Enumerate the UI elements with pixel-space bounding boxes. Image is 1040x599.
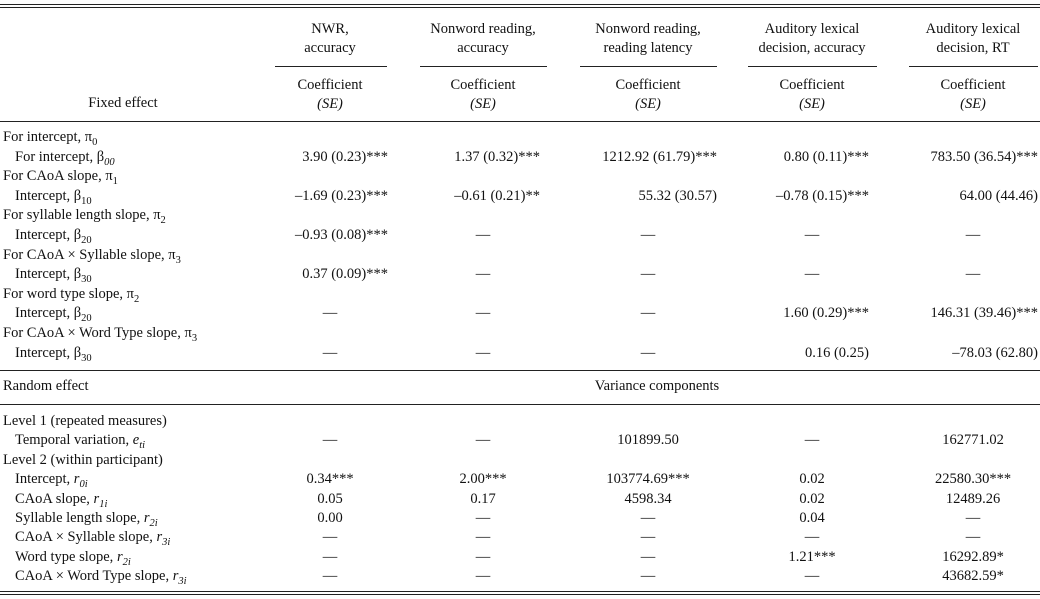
random-cell-col-3: 101899.50 — [617, 432, 679, 449]
random-row-label — [3, 413, 167, 430]
fixed-row-label — [15, 305, 92, 327]
fixed-label-subscript: 3 — [191, 332, 198, 344]
random-label-subscript: 2i — [122, 556, 131, 568]
fixed-label-text: Intercept, β — [15, 227, 82, 243]
random-label-term: r — [93, 490, 100, 507]
col-3-line1: Nonword reading, — [595, 21, 701, 37]
fixed-cell-col-1: — — [322, 344, 338, 361]
col-3-underline — [580, 66, 717, 67]
fixed-row-label — [15, 227, 92, 249]
fixed-cell-col-3: 1212.92 (61.79)*** — [602, 148, 717, 165]
top-rule — [0, 4, 1040, 5]
random-cell-col-5: — — [965, 529, 981, 546]
fixed-row-label — [3, 325, 197, 347]
header-rule — [0, 121, 1040, 122]
fixed-cell-col-3: — — [640, 344, 656, 361]
random-cell-col-2: — — [475, 432, 491, 449]
random-label-text: CAoA × Syllable slope, — [15, 529, 157, 546]
col-2-underline — [420, 66, 547, 67]
random-label-term: r — [116, 548, 123, 565]
col-3-se: (SE) — [635, 96, 661, 112]
fixed-cell-col-1: –1.69 (0.23)*** — [294, 187, 388, 204]
random-cell-col-1: 0.34*** — [306, 471, 354, 488]
fixed-label-text: For CAoA × Syllable slope, π — [3, 246, 176, 263]
random-cell-col-3: — — [640, 568, 656, 585]
random-label-term: r — [73, 471, 80, 488]
col-2-line1: Nonword reading, — [430, 21, 536, 37]
fixed-label-subscript: 3 — [175, 254, 181, 266]
fixed-label-subscript: 30 — [81, 352, 92, 364]
fixed-cell-col-3: — — [640, 305, 656, 322]
random-cell-col-5: 43682.59* — [942, 568, 1004, 585]
random-cell-col-2: — — [475, 568, 491, 585]
random-cell-col-4: — — [804, 568, 820, 585]
bottom-rule-2 — [0, 594, 1040, 595]
col-1-line1: NWR, — [311, 21, 349, 37]
fixed-cell-col-4: 1.60 (0.29)*** — [783, 305, 869, 322]
random-label-term: r — [143, 510, 150, 526]
random-label-subscript: 2i — [149, 517, 158, 529]
col-3-coef: Coefficient — [615, 77, 681, 93]
random-label-term: r — [156, 529, 163, 546]
fixed-cell-col-2: 1.37 (0.32)*** — [454, 148, 540, 165]
fixed-cell-col-1: –0.93 (0.08)*** — [294, 227, 388, 243]
fixed-label-text: For intercept, π — [3, 129, 93, 145]
random-cell-col-4: — — [804, 432, 820, 449]
col-2-line2: accuracy — [457, 40, 509, 56]
fixed-cell-col-5: — — [965, 266, 981, 283]
random-cell-col-4: 0.02 — [799, 471, 825, 488]
random-cell-col-1: — — [322, 548, 338, 565]
random-cell-col-1: — — [322, 568, 338, 585]
random-cell-col-1: — — [322, 432, 338, 449]
random-label-subscript: 3i — [162, 537, 171, 549]
fixed-cell-col-5: — — [965, 227, 981, 243]
random-cell-col-3: — — [640, 510, 656, 526]
random-label-text: Level 2 (within participant) — [3, 451, 163, 468]
random-label-term: r — [172, 568, 179, 585]
random-cell-col-3: 4598.34 — [624, 490, 672, 507]
fixed-cell-col-2: — — [475, 266, 491, 283]
random-cell-col-3: 103774.69*** — [606, 471, 690, 488]
col-3-line2: reading latency — [603, 40, 693, 56]
col-4-se: (SE) — [799, 96, 825, 112]
fixed-cell-col-2: –0.61 (0.21)** — [454, 187, 540, 204]
col-4-underline — [748, 66, 877, 67]
col-5-underline — [909, 66, 1038, 67]
random-cell-col-4: — — [804, 529, 820, 546]
random-row-label — [3, 452, 163, 469]
random-label-text: CAoA × Word Type slope, — [15, 568, 173, 585]
col-2-coef: Coefficient — [450, 77, 516, 93]
fixed-label-text: For word type slope, π — [3, 285, 134, 302]
random-cell-col-1: 0.05 — [317, 490, 343, 507]
col-4-line2: decision, accuracy — [758, 40, 866, 56]
random-header-rule — [0, 404, 1040, 405]
random-cell-col-5: 12489.26 — [945, 490, 1001, 507]
random-row-label — [15, 568, 187, 590]
fixed-cell-col-3: 55.32 (30.57) — [638, 187, 717, 204]
random-cell-col-2: 0.17 — [470, 490, 496, 507]
random-label-term: e — [132, 432, 140, 449]
fixed-label-subscript: 20 — [81, 234, 92, 246]
fixed-cell-col-2: — — [475, 344, 491, 361]
fixed-label-text: For CAoA slope, π — [3, 168, 113, 185]
fixed-cell-col-2: — — [475, 227, 491, 243]
random-cell-col-3: — — [640, 548, 656, 565]
random-cell-col-1: 0.00 — [317, 510, 343, 526]
fixed-row-label — [3, 286, 139, 308]
random-label-text: Intercept, — [15, 471, 74, 488]
fixed-label-subscript: 2 — [133, 293, 140, 305]
fixed-cell-col-3: — — [640, 266, 656, 283]
random-label-text: Word type slope, — [15, 548, 117, 565]
top-rule-2 — [0, 7, 1040, 8]
col-1-coef: Coefficient — [297, 77, 363, 93]
col-5-line1: Auditory lexical — [925, 21, 1021, 37]
random-label-subscript: ti — [139, 440, 146, 452]
fixed-effect-header: Fixed effect — [88, 95, 158, 111]
fixed-label-subscript: 2 — [160, 215, 166, 227]
random-cell-col-2: 2.00*** — [459, 471, 507, 488]
col-5-se: (SE) — [960, 96, 986, 112]
fixed-row-label — [3, 207, 166, 229]
fixed-label-text: Intercept, β — [15, 266, 82, 283]
random-label-subscript: 1i — [99, 498, 108, 510]
col-1-underline — [275, 66, 387, 67]
fixed-cell-col-4: –0.78 (0.15)*** — [775, 187, 869, 204]
random-cell-col-5: 16292.89* — [942, 548, 1004, 565]
random-label-text: Level 1 (repeated measures) — [3, 413, 167, 429]
fixed-row-label — [3, 168, 118, 190]
col-4-line1: Auditory lexical — [764, 21, 860, 37]
random-cell-col-2: — — [475, 510, 491, 526]
fixed-label-subscript: 1 — [112, 176, 118, 188]
random-label-subscript: 0i — [79, 479, 88, 491]
col-5-coef: Coefficient — [940, 77, 1006, 93]
fixed-row-label — [3, 129, 97, 151]
random-label-text: CAoA slope, — [15, 490, 94, 507]
fixed-label-subscript: 00 — [104, 156, 115, 168]
random-cell-col-2: — — [475, 529, 491, 546]
col-1-line2: accuracy — [304, 40, 356, 56]
fixed-cell-col-5: –78.03 (62.80) — [952, 344, 1038, 361]
fixed-label-text: Intercept, β — [15, 305, 82, 322]
fixed-cell-col-3: — — [640, 227, 656, 243]
fixed-row-label — [3, 247, 181, 269]
fixed-row-label — [15, 149, 115, 171]
fixed-cell-col-1: 0.37 (0.09)*** — [302, 266, 388, 283]
col-1-se: (SE) — [317, 96, 343, 112]
fixed-cell-col-1: — — [322, 305, 338, 322]
fixed-label-text: For CAoA × Word Type slope, π — [3, 325, 192, 341]
fixed-cell-col-1: 3.90 (0.23)*** — [302, 148, 388, 165]
fixed-row-label — [15, 188, 92, 210]
fixed-cell-col-4: 0.80 (0.11)*** — [783, 148, 869, 165]
fixed-label-subscript: 0 — [92, 136, 98, 148]
random-cell-col-2: — — [475, 548, 491, 565]
random-cell-col-4: 0.04 — [799, 510, 825, 526]
fixed-label-text: For syllable length slope, π — [3, 207, 161, 224]
fixed-cell-col-4: — — [804, 266, 820, 283]
fixed-row-label — [15, 266, 92, 288]
random-label-subscript: 3i — [178, 576, 187, 588]
random-label-text: Syllable length slope, — [15, 510, 144, 526]
random-effect-header: Random effect — [3, 378, 89, 394]
fixed-label-text: Intercept, β — [15, 344, 82, 361]
col-5-line2: decision, RT — [936, 40, 1010, 56]
random-cell-col-5: 22580.30*** — [934, 471, 1012, 488]
fixed-label-text: For intercept, β — [15, 148, 105, 165]
fixed-cell-col-4: 0.16 (0.25) — [804, 344, 869, 361]
fixed-cell-col-4: — — [804, 227, 820, 243]
random-cell-col-4: 1.21*** — [788, 548, 836, 565]
variance-components-header: Variance components — [594, 378, 720, 394]
fixed-label-subscript: 20 — [81, 313, 92, 325]
random-cell-col-1: — — [322, 529, 338, 546]
fixed-cell-col-5: 783.50 (36.54)*** — [930, 148, 1038, 165]
random-label-text: Temporal variation, — [15, 432, 133, 449]
fixed-cell-col-2: — — [475, 305, 491, 322]
random-cell-col-3: — — [640, 529, 656, 546]
col-2-se: (SE) — [470, 96, 496, 112]
random-cell-col-5: — — [965, 510, 981, 526]
random-cell-col-5: 162771.02 — [942, 432, 1004, 449]
col-4-coef: Coefficient — [779, 77, 845, 93]
fixed-cell-col-5: 64.00 (44.46) — [959, 187, 1038, 204]
fixed-row-label — [15, 345, 92, 367]
fixed-label-subscript: 30 — [81, 274, 92, 286]
random-cell-col-4: 0.02 — [799, 490, 825, 507]
fixed-bottom-rule — [0, 370, 1040, 371]
bottom-rule — [0, 591, 1040, 592]
fixed-label-text: Intercept, β — [15, 187, 82, 204]
fixed-cell-col-5: 146.31 (39.46)*** — [930, 305, 1038, 322]
fixed-label-subscript: 10 — [81, 195, 92, 207]
